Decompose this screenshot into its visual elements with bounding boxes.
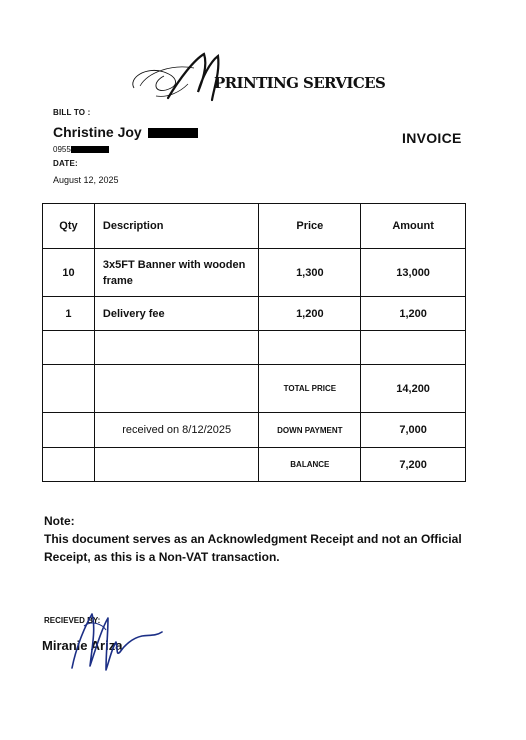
- invoice-table: [42, 203, 466, 482]
- row-description: Delivery fee: [94, 297, 259, 331]
- header-price: Price: [259, 204, 361, 249]
- total-row: [43, 365, 466, 413]
- empty-row: [43, 331, 466, 365]
- customer-block: [53, 124, 198, 142]
- header-description: Description: [94, 204, 259, 249]
- total-value: 14,200: [361, 365, 466, 413]
- signature-icon: [62, 608, 172, 678]
- header-qty: Qty: [43, 204, 95, 249]
- down-payment-value: 7,000: [361, 413, 466, 448]
- note-title: Note:: [44, 514, 75, 528]
- row-amount: 1,200: [361, 297, 466, 331]
- balance-row: [43, 448, 466, 482]
- balance-value: 7,200: [361, 448, 466, 482]
- script-m-logo-icon: [128, 52, 228, 104]
- received-by-label: RECIEVED BY:: [44, 616, 101, 625]
- invoice-title: INVOICE: [402, 130, 462, 146]
- row-price: 1,200: [259, 297, 361, 331]
- customer-phone: 0955: [53, 145, 71, 154]
- table-row: [43, 297, 466, 331]
- date-label: DATE:: [53, 159, 78, 168]
- table-row: [43, 249, 466, 297]
- phone-block: [53, 145, 109, 154]
- bill-to-label: BILL TO :: [53, 108, 91, 117]
- received-note: received on 8/12/2025: [94, 413, 259, 448]
- header-amount: Amount: [361, 204, 466, 249]
- redaction-bar: [71, 146, 109, 153]
- received-by-name: Miranie Ariza: [42, 638, 123, 653]
- brand-logo: [128, 52, 386, 104]
- row-price: 1,300: [259, 249, 361, 297]
- row-amount: 13,000: [361, 249, 466, 297]
- total-label: TOTAL PRICE: [259, 365, 361, 413]
- brand-name: PRINTING SERVICES: [214, 74, 386, 92]
- invoice-date: August 12, 2025: [53, 175, 119, 185]
- down-payment-label: DOWN PAYMENT: [259, 413, 361, 448]
- table-header-row: [43, 204, 466, 249]
- down-payment-row: [43, 413, 466, 448]
- row-qty: 1: [43, 297, 95, 331]
- note-body: This document serves as an Acknowledgment Receipt and not an Official Receipt, as this is a Non-VAT transaction.: [44, 532, 462, 564]
- balance-label: BALANCE: [259, 448, 361, 482]
- redaction-bar: [148, 128, 198, 138]
- row-qty: 10: [43, 249, 95, 297]
- customer-name: Christine Joy: [53, 124, 142, 140]
- row-description: 3x5FT Banner with wooden frame: [94, 249, 259, 297]
